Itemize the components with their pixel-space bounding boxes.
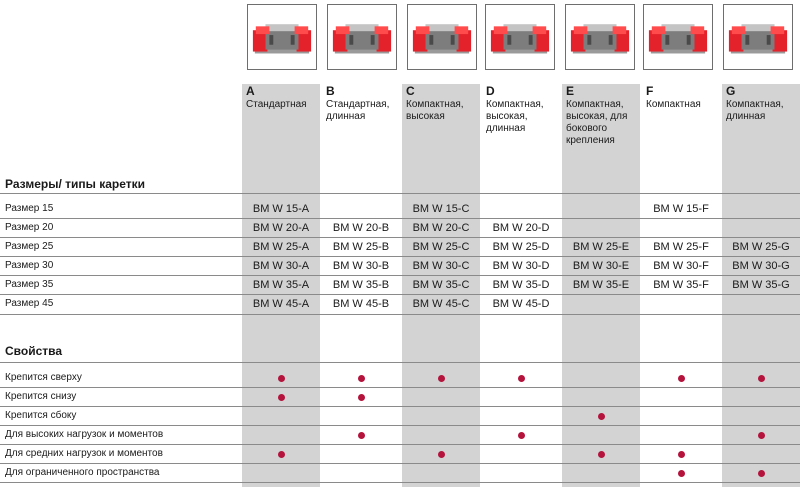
model-code: BM W 30-F — [653, 260, 709, 272]
column-header — [726, 84, 800, 123]
model-code: BM W 25-D — [492, 241, 550, 253]
model-code: BM W 30-G — [732, 260, 790, 272]
carriage-image — [723, 4, 793, 70]
property-dot — [598, 451, 605, 458]
column-letter: D — [486, 84, 495, 98]
size-row-label: Размер 45 — [5, 298, 54, 309]
model-code: BM W 35-E — [572, 279, 630, 291]
column-letter: A — [246, 84, 255, 98]
property-row-label: Для высоких нагрузок и моментов — [5, 429, 164, 440]
property-row-label: Крепится сбоку — [5, 410, 77, 421]
model-code: BM W 35-D — [492, 279, 550, 291]
column-letter: F — [646, 84, 654, 98]
divider — [0, 193, 800, 194]
column-letter: B — [326, 84, 335, 98]
property-row-label: Для ограниченного пространства — [5, 467, 160, 478]
column-description: Стандартная — [246, 99, 307, 110]
model-code: BM W 25-B — [332, 241, 390, 253]
model-code: BM W 20-A — [252, 222, 310, 234]
carriage-image — [327, 4, 397, 70]
sizes-section-title: Размеры/ типы каретки — [5, 177, 145, 191]
model-code: BM W 35-B — [332, 279, 390, 291]
property-dot — [278, 375, 285, 382]
property-dot — [438, 451, 445, 458]
model-code: BM W 35-C — [412, 279, 470, 291]
property-dot — [358, 375, 365, 382]
property-row-label: Крепится сверху — [5, 372, 82, 383]
column-header — [246, 84, 322, 111]
property-dot — [278, 394, 285, 401]
divider — [0, 362, 800, 363]
row-divider — [0, 314, 800, 315]
model-code: BM W 20-B — [332, 222, 390, 234]
property-row-label: Крепится снизу — [5, 391, 77, 402]
model-code: BM W 45-D — [492, 298, 550, 310]
property-dot — [678, 451, 685, 458]
row-divider — [0, 482, 800, 483]
property-dot — [678, 375, 685, 382]
column-description: Компактная, высокая, для бокового крепления — [566, 99, 628, 146]
row-divider — [0, 294, 800, 295]
column-header — [326, 84, 402, 123]
property-row-label: Для средних нагрузок и моментов — [5, 448, 163, 459]
model-code: BM W 45-C — [412, 298, 470, 310]
carriage-image — [485, 4, 555, 70]
row-divider — [0, 218, 800, 219]
model-code: BM W 25-G — [732, 241, 790, 253]
property-dot — [358, 394, 365, 401]
carriage-image — [643, 4, 713, 70]
property-dot — [598, 413, 605, 420]
model-code: BM W 25-E — [572, 241, 630, 253]
column-description: Стандартная, длинная — [326, 99, 390, 122]
row-divider — [0, 387, 800, 388]
property-dot — [518, 375, 525, 382]
model-code: BM W 25-A — [252, 241, 310, 253]
size-row-label: Размер 30 — [5, 260, 54, 271]
model-code: BM W 45-A — [252, 298, 310, 310]
properties-section-title: Свойства — [5, 344, 63, 358]
column-header — [566, 84, 642, 147]
model-code: BM W 30-A — [252, 260, 310, 272]
model-code: BM W 45-B — [332, 298, 390, 310]
size-row-label: Размер 15 — [5, 203, 54, 214]
model-code: BM W 35-G — [732, 279, 790, 291]
model-code: BM W 30-D — [492, 260, 550, 272]
size-row-label: Размер 20 — [5, 222, 54, 233]
model-code: BM W 20-D — [492, 222, 550, 234]
model-code: BM W 15-C — [412, 203, 470, 215]
property-dot — [758, 470, 765, 477]
carriage-image — [407, 4, 477, 70]
size-row-label: Размер 35 — [5, 279, 54, 290]
column-description: Компактная, высокая, длинная — [486, 99, 544, 134]
column-header — [406, 84, 482, 123]
column-letter: G — [726, 84, 736, 98]
column-header — [486, 84, 562, 135]
column-description: Компактная — [646, 99, 701, 110]
column-letter: E — [566, 84, 575, 98]
row-divider — [0, 406, 800, 407]
model-code: BM W 35-F — [653, 279, 709, 291]
column-description: Компактная, длинная — [726, 99, 784, 122]
property-dot — [358, 432, 365, 439]
property-dot — [678, 470, 685, 477]
column-description: Компактная, высокая — [406, 99, 464, 122]
column-header — [646, 84, 722, 111]
model-code: BM W 30-B — [332, 260, 390, 272]
property-dot — [438, 375, 445, 382]
column-letter: C — [406, 84, 415, 98]
model-code: BM W 15-F — [653, 203, 709, 215]
model-code: BM W 35-A — [252, 279, 310, 291]
model-code: BM W 20-C — [412, 222, 470, 234]
carriage-image — [565, 4, 635, 70]
model-code: BM W 25-F — [653, 241, 709, 253]
model-code: BM W 25-C — [412, 241, 470, 253]
property-dot — [518, 432, 525, 439]
model-code: BM W 30-C — [412, 260, 470, 272]
model-code: BM W 30-E — [572, 260, 630, 272]
model-code: BM W 15-A — [252, 203, 310, 215]
size-row-label: Размер 25 — [5, 241, 54, 252]
property-dot — [758, 375, 765, 382]
carriage-image — [247, 4, 317, 70]
property-dot — [758, 432, 765, 439]
property-dot — [278, 451, 285, 458]
